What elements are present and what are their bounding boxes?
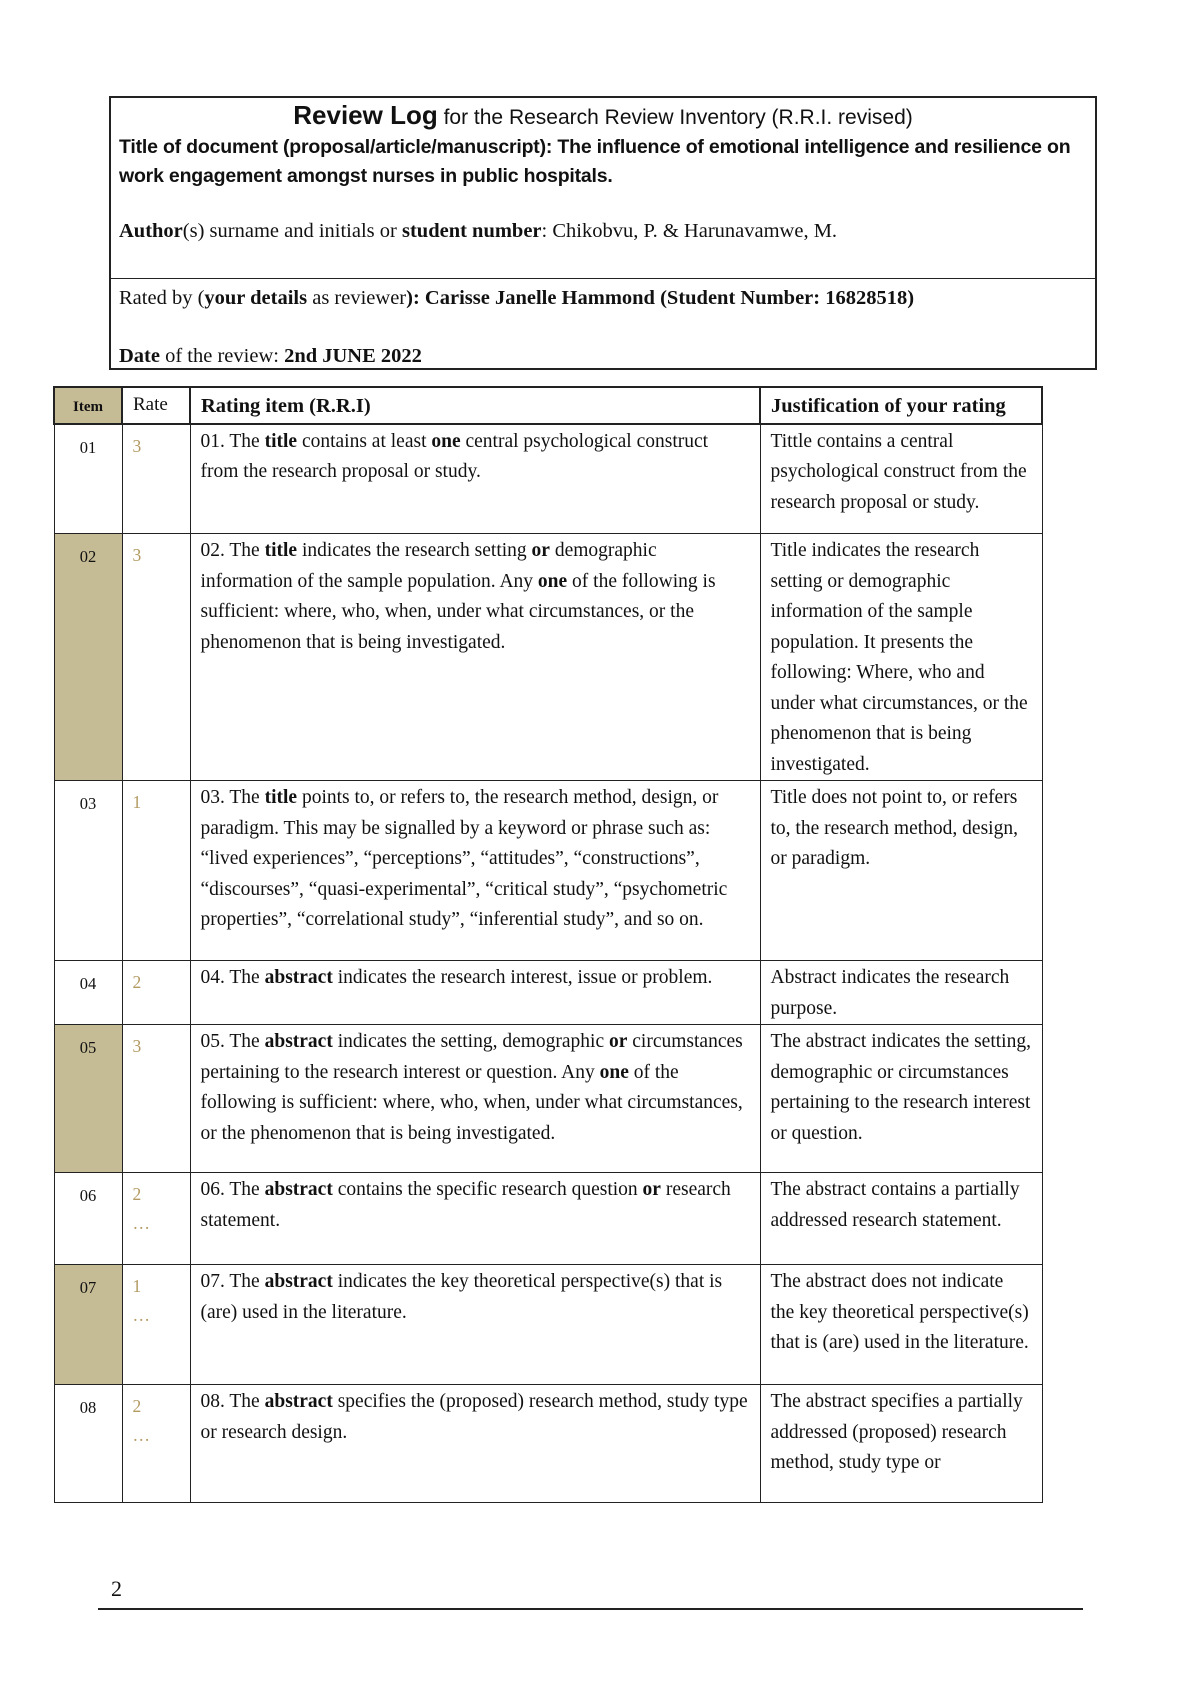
rating-table-wrapper <box>53 386 1041 1503</box>
item-mid: points to, or refers to, the research method, design, or paradigm. This may be signalled by a keyword or phrase such as: “lived experiences”, “perceptions”, “attitudes”, “constructions”, “discourses”, “quasi-experimental”, “critical study”, “psychometric properties”, “correlational study”, “inferential study”, and so on. <box>200 787 728 930</box>
header-rating-item: Rating item (R.R.I) <box>190 387 760 424</box>
justification-text: Title indicates the research setting or demographic information of the sample population. It presents the following: Where, who and under what circumstances, or the phenomenon that is being investigated. <box>760 534 1042 781</box>
author-mid: (s) surname and initials or <box>182 220 402 242</box>
review-log-heading <box>119 100 1087 133</box>
item-number: 05 <box>54 1025 122 1173</box>
item-number: 03 <box>54 781 122 961</box>
item-post-2: of the following is sufficient: where, who, when, under what circumstances, or the phenomenon that is being investigated. <box>200 570 716 653</box>
rate-ellipsis: … <box>132 1212 150 1233</box>
item-mid: indicates the research setting <box>297 540 532 561</box>
date-label: Date <box>119 345 160 367</box>
heading-review-log: Review Log <box>293 100 438 130</box>
rated-prefix: Rated by ( <box>119 287 205 309</box>
item-mid: contains at least <box>297 430 432 452</box>
item-keyword-2: or <box>609 1031 628 1052</box>
rate-value <box>122 781 190 961</box>
table-row <box>54 1025 1042 1173</box>
item-number: 06 <box>54 1173 122 1265</box>
justification-text: Title does not point to, or refers to, the research method, design, or paradigm. <box>760 781 1042 961</box>
table-row <box>54 781 1042 961</box>
footer-rule <box>98 1608 1083 1610</box>
rating-item-text <box>190 961 760 1025</box>
item-post: circumstances pertaining to the research interest or question. Any <box>200 1031 743 1083</box>
rate-number: 2 <box>132 972 142 992</box>
item-number: 04 <box>54 961 122 1025</box>
item-keyword-2: one <box>431 430 461 452</box>
rate-number: 2 <box>132 1184 142 1204</box>
table-row <box>54 1265 1042 1385</box>
rating-item-text <box>190 1173 760 1265</box>
rating-item-text <box>190 1385 760 1503</box>
rated-by-line <box>119 285 1087 311</box>
item-mid: indicates the key theoretical perspective(s) that is (are) used in the literature. <box>200 1271 723 1323</box>
rate-ellipsis: … <box>132 1424 150 1445</box>
header-item: Item <box>54 387 122 424</box>
student-number-label: student number <box>401 220 542 242</box>
rating-item-text <box>190 1265 760 1385</box>
rate-number: 1 <box>132 1276 142 1296</box>
review-log-header <box>109 96 1097 370</box>
item-post: demographic information of the sample population. Any <box>200 540 657 592</box>
item-pre: 03. The <box>200 787 265 808</box>
item-number: 02 <box>54 534 122 781</box>
item-number: 01 <box>54 424 122 534</box>
rate-number: 2 <box>132 1396 142 1416</box>
heading-rest: for the Research Review Inventory (R.R.I. revised) <box>437 106 913 129</box>
author-value: : Chikobvu, P. & Harunavamwe, M. <box>541 220 838 242</box>
header-top-section <box>111 98 1095 279</box>
rate-number: 3 <box>132 435 142 456</box>
rate-value <box>122 1385 190 1503</box>
item-keyword-2: or <box>642 1179 661 1200</box>
item-keyword-3: one <box>537 570 568 592</box>
rating-item-text <box>190 1025 760 1173</box>
rate-value <box>122 1265 190 1385</box>
rate-value <box>122 424 190 534</box>
table-row <box>54 961 1042 1025</box>
item-keyword: abstract <box>264 1179 333 1200</box>
rate-number: 3 <box>132 1036 142 1056</box>
header-justification: Justification of your rating <box>760 387 1042 424</box>
item-keyword: title <box>264 787 298 808</box>
item-pre: 05. The <box>200 1031 265 1052</box>
item-number: 08 <box>54 1385 122 1503</box>
page-number: 2 <box>111 1576 122 1601</box>
item-post-2: of the following is sufficient: where, who, when, under what circumstances, or the phenomenon that is being investigated. <box>200 1061 743 1144</box>
table-header-row <box>54 387 1042 424</box>
date-mid: of the review: <box>159 345 285 367</box>
item-pre: 08. The <box>200 1391 265 1412</box>
rate-value <box>122 534 190 781</box>
item-keyword-3: one <box>599 1061 629 1083</box>
rate-value <box>122 961 190 1025</box>
justification-text: The abstract contains a partially addressed research statement. <box>760 1173 1042 1265</box>
rate-ellipsis: … <box>132 1304 150 1325</box>
author-line <box>119 218 1087 244</box>
item-keyword: title <box>264 540 298 561</box>
author-label: Author <box>119 220 183 242</box>
rating-item-text <box>190 534 760 781</box>
rated-mid: as reviewer <box>307 287 407 309</box>
rate-number: 3 <box>132 545 142 565</box>
rating-item-text <box>190 424 760 534</box>
justification-text: The abstract indicates the setting, demographic or circumstances pertaining to the research interest or question. <box>760 1025 1042 1173</box>
item-pre: 04. The <box>200 967 265 988</box>
date-value: 2nd JUNE 2022 <box>284 345 422 367</box>
review-date-line <box>119 343 1087 369</box>
justification-text: The abstract specifies a partially addressed (proposed) research method, study type or <box>760 1385 1042 1503</box>
table-row <box>54 534 1042 781</box>
rated-value: ): Carisse Janelle Hammond (Student Number: 16828518) <box>406 287 915 309</box>
justification-text: Abstract indicates the research purpose. <box>760 961 1042 1025</box>
item-mid: contains the specific research question <box>332 1179 643 1200</box>
table-row <box>54 1173 1042 1265</box>
justification-text: The abstract does not indicate the key theoretical perspective(s) that is (are) used in the literature. <box>760 1265 1042 1385</box>
rate-number: 1 <box>132 792 142 812</box>
justification-text: Tittle contains a central psychological construct from the research proposal or study. <box>760 424 1042 534</box>
rating-item-text <box>190 781 760 961</box>
item-keyword-2: or <box>531 540 550 561</box>
item-pre: 01. The <box>200 430 265 452</box>
header-bottom-section <box>111 279 1095 369</box>
item-post: research statement. <box>200 1179 731 1231</box>
item-keyword: abstract <box>264 1031 333 1052</box>
item-number: 07 <box>54 1265 122 1385</box>
item-pre: 06. The <box>200 1179 265 1200</box>
item-mid: specifies the (proposed) research method, study type or research design. <box>200 1391 748 1443</box>
item-keyword: abstract <box>264 1271 333 1292</box>
item-pre: 07. The <box>200 1271 265 1292</box>
document-title: Title of document (proposal/article/manuscript): The influence of emotional intelligence and resilience on work engagement amongst nurses in public hospitals. <box>119 136 1071 187</box>
table-row <box>54 1385 1042 1503</box>
item-mid: indicates the setting, demographic <box>332 1031 609 1052</box>
header-rate: Rate <box>122 387 190 424</box>
rate-value <box>122 1025 190 1173</box>
item-keyword: abstract <box>264 967 333 988</box>
item-pre: 02. The <box>200 540 265 561</box>
rate-value <box>122 1173 190 1265</box>
item-keyword: abstract <box>264 1391 333 1412</box>
table-row <box>54 424 1042 534</box>
rating-table <box>53 386 1043 1503</box>
item-mid: indicates the research interest, issue or problem. <box>332 967 713 988</box>
item-post: central psychological construct from the research proposal or study. <box>200 430 709 482</box>
item-keyword: title <box>264 430 298 452</box>
your-details-label: your details <box>204 287 308 309</box>
